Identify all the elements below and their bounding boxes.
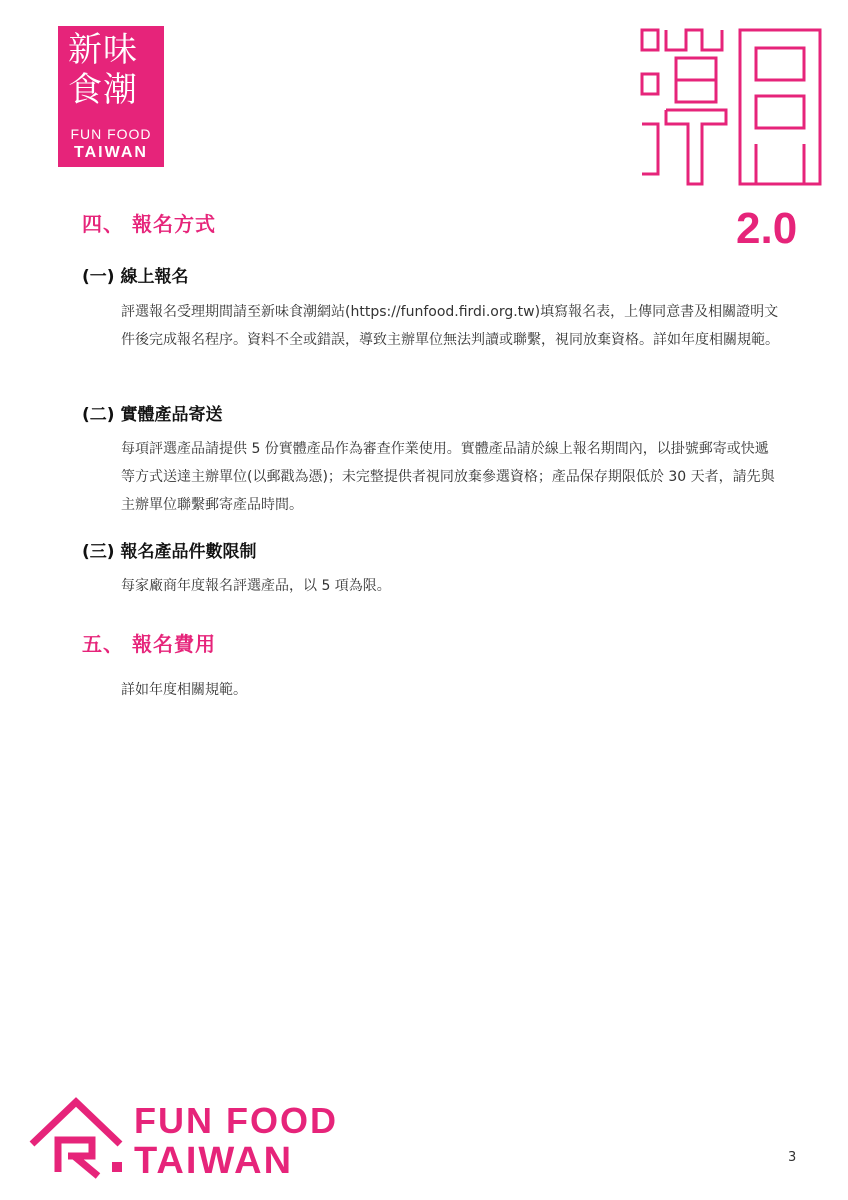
deco-stroke	[642, 74, 658, 94]
deco-stroke	[740, 30, 820, 184]
deco-stroke	[642, 30, 658, 50]
deco-stroke	[756, 96, 804, 128]
subsection-title-online-registration: (一) 線上報名	[82, 267, 189, 287]
paragraph-online-registration: 評選報名受理期間請至新味食潮網站(https://funfood.firdi.org.tw)填寫報名表，上傳同意書及相關證明文件後完成報名程序。資料不全或錯誤，導致主辦單位無法判讀或聯繫，視同放棄資格。詳如年度相關規範。	[121, 304, 779, 348]
deco-stroke	[666, 110, 726, 184]
logo-english-line1: FUN FOOD	[70, 126, 152, 142]
paragraph-product-shipping: 每項評選產品請提供 5 份實體產品作為審查作業使用。實體產品請於線上報名期間內，以掛號郵寄或快遞等方式送達主辦單位(以郵戳為憑)；未完整提供者視同放棄參選資格；產品保存期限低於 30 天者，請先與主辦單位聯繫郵寄產品時間。	[121, 441, 775, 513]
logo-english-line2: TAIWAN	[74, 144, 148, 161]
version-label: 2.0	[736, 204, 798, 253]
logo-cjk-line1: 新味	[68, 30, 138, 70]
deco-stroke	[756, 48, 804, 80]
subsection-title-product-shipping: (二) 實體產品寄送	[82, 405, 223, 425]
house-dot	[112, 1162, 122, 1172]
chao-outline-decoration	[636, 24, 826, 189]
fun-food-taiwan-logo	[58, 26, 164, 167]
subsection-title-product-limit: (三) 報名產品件數限制	[82, 542, 257, 562]
logo-chinese-text	[68, 30, 158, 110]
logo-cjk-line2: 食潮	[68, 70, 138, 110]
footer-brand-line2: TAIWAN	[134, 1140, 294, 1182]
footer-brand-line1: FUN FOOD	[134, 1100, 338, 1141]
paragraph-product-limit: 每家廠商年度報名評選產品，以 5 項為限。	[121, 578, 391, 594]
page-number: 3	[788, 1150, 797, 1165]
section-heading-registration-method: 四、 報名方式	[82, 212, 216, 236]
deco-stroke	[642, 124, 658, 174]
deco-stroke	[666, 30, 722, 50]
paragraph-registration-fee: 詳如年度相關規範。	[121, 682, 247, 698]
section-heading-registration-fee: 五、 報名費用	[82, 632, 216, 656]
